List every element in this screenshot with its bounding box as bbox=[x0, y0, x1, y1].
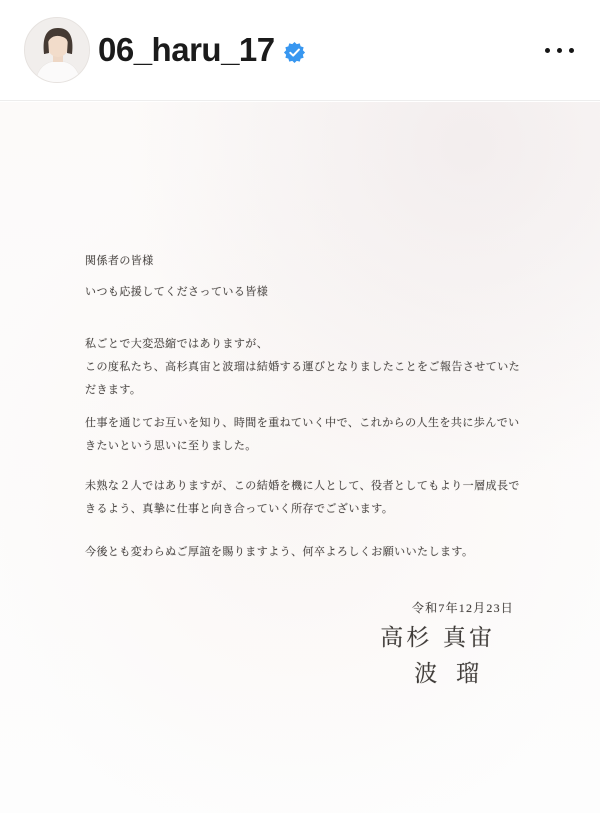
username[interactable]: 06_haru_17 bbox=[98, 31, 275, 68]
letter-line: 仕事を通じてお互いを知り、時間を重ねていく中で、これからの人生を共に歩んでい bbox=[85, 417, 520, 429]
letter-paragraph bbox=[85, 475, 522, 521]
letter-line: 未熟な２人ではありますが、この結婚を機に人として、役者としてもより一層成長で bbox=[85, 480, 520, 492]
letter-line: この度私たち、高杉真宙と波瑠は結婚する運びとなりましたことをご報告させていた bbox=[85, 361, 521, 373]
post-image[interactable] bbox=[0, 102, 600, 813]
more-options-icon bbox=[569, 48, 574, 53]
letter-paragraph bbox=[85, 333, 522, 402]
letter-greeting-line: いつも応援してくださっている皆様 bbox=[85, 286, 269, 298]
profile-avatar[interactable] bbox=[24, 17, 90, 83]
post-header bbox=[0, 0, 600, 101]
letter-line: 今後とも変わらぬご厚誼を賜りますよう、何卒よろしくお願いいたします。 bbox=[85, 546, 474, 558]
letter-line: きるよう、真摯に仕事と向き合っていく所存でございます。 bbox=[85, 503, 394, 515]
verified-badge-icon bbox=[283, 41, 306, 64]
letter-greeting-line: 関係者の皆様 bbox=[85, 255, 154, 267]
letter-line: だきます。 bbox=[85, 384, 142, 396]
signature-takasugi-mahiro: 高杉 真宙 bbox=[380, 625, 495, 650]
letter-line: きたいという思いに至りました。 bbox=[85, 440, 257, 452]
letter-line: 私ごとで大変恐縮ではありますが、 bbox=[85, 338, 269, 350]
more-options-button[interactable] bbox=[543, 38, 576, 63]
letter-paragraph bbox=[85, 412, 522, 458]
avatar-photo-icon bbox=[25, 18, 90, 83]
letter-date: 令和7年12月23日 bbox=[411, 601, 514, 615]
more-options-icon bbox=[557, 48, 562, 53]
more-options-icon bbox=[545, 48, 550, 53]
signature-haru: 波 瑠 bbox=[414, 661, 482, 686]
letter-document bbox=[85, 250, 522, 692]
letter-paragraph bbox=[85, 541, 522, 564]
